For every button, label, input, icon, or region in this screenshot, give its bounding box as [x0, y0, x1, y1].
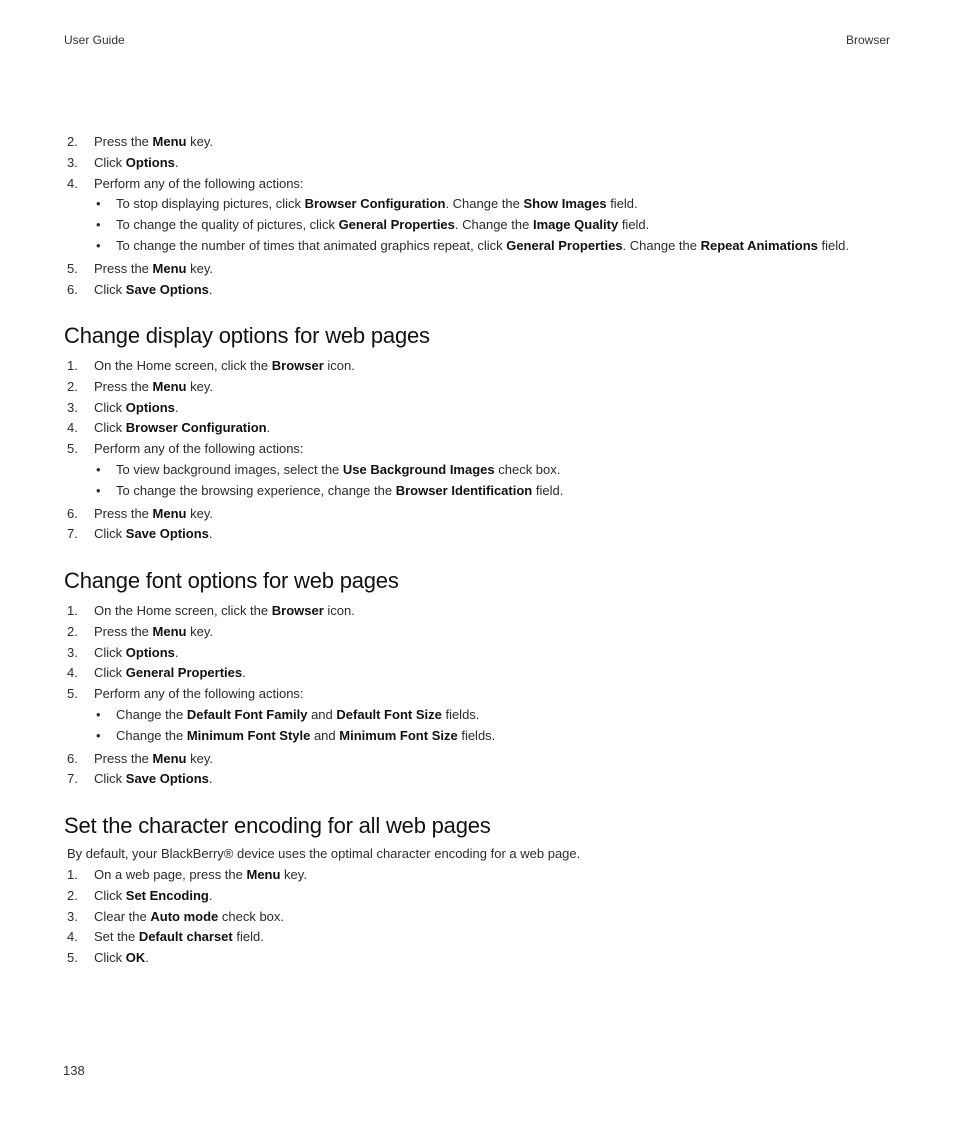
step-text-post: .	[266, 420, 271, 436]
page-number: 138	[63, 1063, 85, 1078]
step-ui-term: Menu	[152, 505, 187, 521]
step-text-pre: Click	[94, 950, 126, 966]
step-text-post: .	[208, 771, 213, 787]
text-part: To stop displaying pictures, click	[116, 196, 305, 212]
step-text-pre: Click	[94, 771, 126, 787]
sub-action-list	[0, 460, 954, 502]
step-number: 2.	[67, 378, 78, 394]
step-ui-term: Save Options	[125, 526, 209, 542]
bullet-icon: •	[96, 482, 101, 498]
step-item	[0, 504, 954, 525]
step-ui-term: Options	[125, 399, 175, 415]
step-number: 5.	[67, 260, 78, 276]
text-part: field.	[618, 217, 650, 233]
ui-term: Browser Configuration	[304, 196, 446, 212]
step-item	[0, 865, 954, 886]
text-part: and	[310, 727, 340, 743]
step-ui-term: Browser	[271, 603, 324, 618]
step-text-post: .	[208, 526, 213, 542]
step-text	[94, 865, 307, 886]
step-item	[0, 398, 954, 419]
step-text-pre: On the Home screen, click the	[94, 358, 272, 373]
step-item	[0, 886, 954, 907]
step-text-pre: Perform any of the following actions:	[94, 686, 304, 702]
step-text	[94, 377, 213, 398]
step-text-pre: Click	[94, 644, 126, 660]
step-text	[94, 418, 270, 439]
step-text-pre: Click	[94, 665, 126, 681]
step-text-pre: Perform any of the following actions:	[94, 441, 304, 457]
sub-action-text	[116, 215, 649, 236]
step-number: 5.	[67, 686, 78, 702]
ui-term: Minimum Font Size	[339, 727, 458, 743]
text-part: field.	[532, 482, 564, 498]
step-text	[94, 948, 149, 969]
step-text	[94, 504, 213, 525]
step-ui-term: Default charset	[138, 929, 233, 945]
step-ui-term: Menu	[152, 623, 187, 639]
text-part: and	[307, 706, 337, 722]
sub-action-item	[0, 236, 954, 257]
step-text	[94, 907, 284, 928]
sub-action-item	[0, 194, 954, 215]
bullet-icon: •	[96, 237, 101, 253]
step-number: 6.	[67, 505, 78, 521]
step-text-post: .	[208, 281, 213, 297]
step-number: 7.	[67, 526, 78, 542]
step-text	[94, 398, 179, 419]
step-text	[94, 769, 212, 790]
step-ui-term: Menu	[152, 750, 187, 766]
ui-term: Image Quality	[532, 217, 619, 233]
step-item	[0, 439, 954, 503]
section-intro-text: By default, your BlackBerry® device uses the optimal character encoding for a web page.	[67, 846, 581, 861]
sub-action-text	[116, 236, 849, 257]
step-text	[94, 622, 213, 643]
step-text-post: field.	[232, 929, 264, 945]
step-item	[0, 280, 954, 301]
text-part: check box.	[494, 461, 561, 477]
ui-term: General Properties	[338, 217, 455, 233]
step-text-pre: Press the	[94, 134, 153, 149]
step-item	[0, 356, 954, 377]
step-text-post: key.	[280, 867, 307, 882]
step-number: 2.	[67, 134, 78, 149]
bullet-icon: •	[96, 196, 101, 212]
step-ui-term: Browser	[271, 358, 324, 373]
step-number: 4.	[67, 929, 78, 945]
text-part: field.	[817, 237, 849, 253]
sub-action-text	[116, 460, 560, 481]
section-heading: Change font options for web pages	[64, 568, 399, 593]
step-ui-term: Menu	[246, 867, 281, 882]
text-part: field.	[606, 196, 638, 212]
step-number: 1.	[67, 358, 78, 373]
step-item	[0, 377, 954, 398]
step-text-post: key.	[186, 623, 213, 639]
step-number: 1.	[67, 867, 78, 882]
step-text	[94, 927, 264, 948]
step-item	[0, 948, 954, 969]
step-item	[0, 663, 954, 684]
text-part: To change the quality of pictures, click	[116, 217, 339, 233]
ui-term: Browser Identification	[395, 482, 533, 498]
step-text-pre: On a web page, press the	[94, 867, 247, 882]
step-text	[94, 356, 355, 377]
step-text	[94, 643, 179, 664]
step-text-post: key.	[186, 750, 213, 766]
step-text-post: .	[174, 399, 179, 415]
ui-term: Show Images	[523, 196, 607, 212]
step-number: 3.	[67, 399, 78, 415]
step-ui-term: Set Encoding	[125, 887, 209, 903]
step-item	[0, 174, 954, 259]
sub-action-item	[0, 726, 954, 747]
ui-term: General Properties	[506, 237, 623, 253]
step-text-post: icon.	[323, 603, 355, 618]
step-item	[0, 643, 954, 664]
ui-term: Default Font Family	[186, 706, 308, 722]
step-number: 6.	[67, 750, 78, 766]
step-item	[0, 153, 954, 174]
step-item	[0, 601, 954, 622]
continued-steps-list	[0, 132, 954, 300]
step-item	[0, 622, 954, 643]
step-ui-term: Auto mode	[150, 908, 219, 924]
step-text-pre: Click	[94, 887, 126, 903]
text-part: Change the	[116, 706, 187, 722]
step-text	[94, 524, 212, 545]
text-part: To view background images, select the	[116, 461, 343, 477]
steps-list	[0, 865, 954, 969]
step-item	[0, 749, 954, 770]
step-text	[94, 174, 304, 195]
step-number: 2.	[67, 623, 78, 639]
sub-action-text	[116, 194, 638, 215]
text-part: To change the number of times that animated graphics repeat, click	[116, 237, 507, 253]
step-text-pre: Clear the	[94, 908, 151, 924]
step-text-post: key.	[186, 260, 213, 276]
step-item	[0, 524, 954, 545]
step-item	[0, 769, 954, 790]
text-part: . Change the	[445, 196, 524, 212]
step-number: 1.	[67, 603, 78, 618]
step-text-pre: Set the	[94, 929, 139, 945]
sub-action-list	[0, 194, 954, 256]
step-text-post: .	[242, 665, 246, 681]
step-ui-term: Options	[125, 644, 175, 660]
bullet-icon: •	[96, 461, 101, 477]
step-ui-term: Save Options	[125, 281, 209, 297]
step-number: 4.	[67, 175, 78, 191]
sub-action-text	[116, 481, 563, 502]
step-number: 5.	[67, 441, 78, 457]
step-number: 3.	[67, 154, 78, 170]
section-heading: Change display options for web pages	[64, 323, 430, 348]
step-text	[94, 749, 213, 770]
step-ui-term: Save Options	[125, 771, 209, 787]
ui-term: Repeat Animations	[700, 237, 818, 253]
step-text-post: key.	[186, 134, 213, 149]
step-item	[0, 132, 954, 153]
sub-action-item	[0, 460, 954, 481]
step-text	[94, 439, 304, 460]
step-text-post: .	[145, 950, 149, 966]
step-text-pre: Click	[94, 154, 126, 170]
sub-action-list	[0, 705, 954, 747]
step-text-post: icon.	[323, 358, 355, 373]
step-text-pre: Press the	[94, 260, 153, 276]
text-part: fields.	[457, 727, 496, 743]
step-ui-term: OK	[125, 950, 146, 966]
text-part: . Change the	[454, 217, 533, 233]
step-ui-term: Browser Configuration	[125, 420, 267, 436]
running-header-left: User Guide	[64, 33, 125, 47]
step-number: 4.	[67, 420, 78, 436]
step-text-post: .	[208, 887, 213, 903]
step-ui-term: General Properties	[125, 665, 243, 681]
step-ui-term: Options	[125, 154, 175, 170]
step-text-pre: Press the	[94, 378, 153, 394]
sub-action-item	[0, 705, 954, 726]
ui-term: Use Background Images	[342, 461, 495, 477]
step-text	[94, 684, 304, 705]
running-header-right: Browser	[845, 33, 890, 47]
text-part: Change the	[116, 727, 187, 743]
step-text-post: key.	[186, 378, 213, 394]
ui-term: Minimum Font Style	[186, 727, 311, 743]
step-text-pre: Press the	[94, 505, 153, 521]
step-ui-term: Menu	[152, 378, 187, 394]
step-number: 2.	[67, 887, 78, 903]
step-text-post: .	[174, 644, 179, 660]
step-text-pre: Click	[94, 281, 126, 297]
step-item	[0, 418, 954, 439]
steps-list	[0, 356, 954, 545]
step-text	[94, 132, 213, 153]
step-number: 3.	[67, 908, 78, 924]
sub-action-text	[116, 705, 479, 726]
sub-action-text	[116, 726, 495, 747]
step-text	[94, 280, 212, 301]
step-text	[94, 886, 212, 907]
step-item	[0, 927, 954, 948]
step-text-pre: Press the	[94, 750, 153, 766]
step-text	[94, 259, 213, 280]
step-text-post: key.	[186, 505, 213, 521]
step-text-pre: Click	[94, 526, 126, 542]
step-text	[94, 153, 179, 174]
sub-action-item	[0, 481, 954, 502]
text-part: . Change the	[622, 237, 701, 253]
step-text-pre: Click	[94, 420, 126, 436]
bullet-icon: •	[96, 706, 101, 722]
step-number: 6.	[67, 281, 78, 297]
step-text-pre: On the Home screen, click the	[94, 603, 272, 618]
bullet-icon: •	[96, 727, 101, 743]
step-text	[94, 663, 246, 684]
step-item	[0, 907, 954, 928]
section-heading: Set the character encoding for all web pages	[64, 813, 491, 838]
step-text	[94, 601, 355, 622]
step-ui-term: Menu	[152, 134, 187, 149]
step-text-pre: Click	[94, 399, 126, 415]
step-item	[0, 259, 954, 280]
ui-term: Default Font Size	[336, 706, 442, 722]
bullet-icon: •	[96, 217, 101, 233]
step-number: 5.	[67, 950, 78, 966]
step-text-pre: Perform any of the following actions:	[94, 175, 304, 191]
steps-list	[0, 601, 954, 790]
step-number: 3.	[67, 644, 78, 660]
text-part: To change the browsing experience, change the	[116, 482, 396, 498]
step-text-pre: Press the	[94, 623, 153, 639]
step-number: 7.	[67, 771, 78, 787]
sub-action-item	[0, 215, 954, 236]
step-item	[0, 684, 954, 748]
step-ui-term: Menu	[152, 260, 187, 276]
step-number: 4.	[67, 665, 78, 681]
step-text-post: .	[174, 154, 179, 170]
step-text-post: check box.	[218, 908, 285, 924]
text-part: fields.	[441, 706, 480, 722]
